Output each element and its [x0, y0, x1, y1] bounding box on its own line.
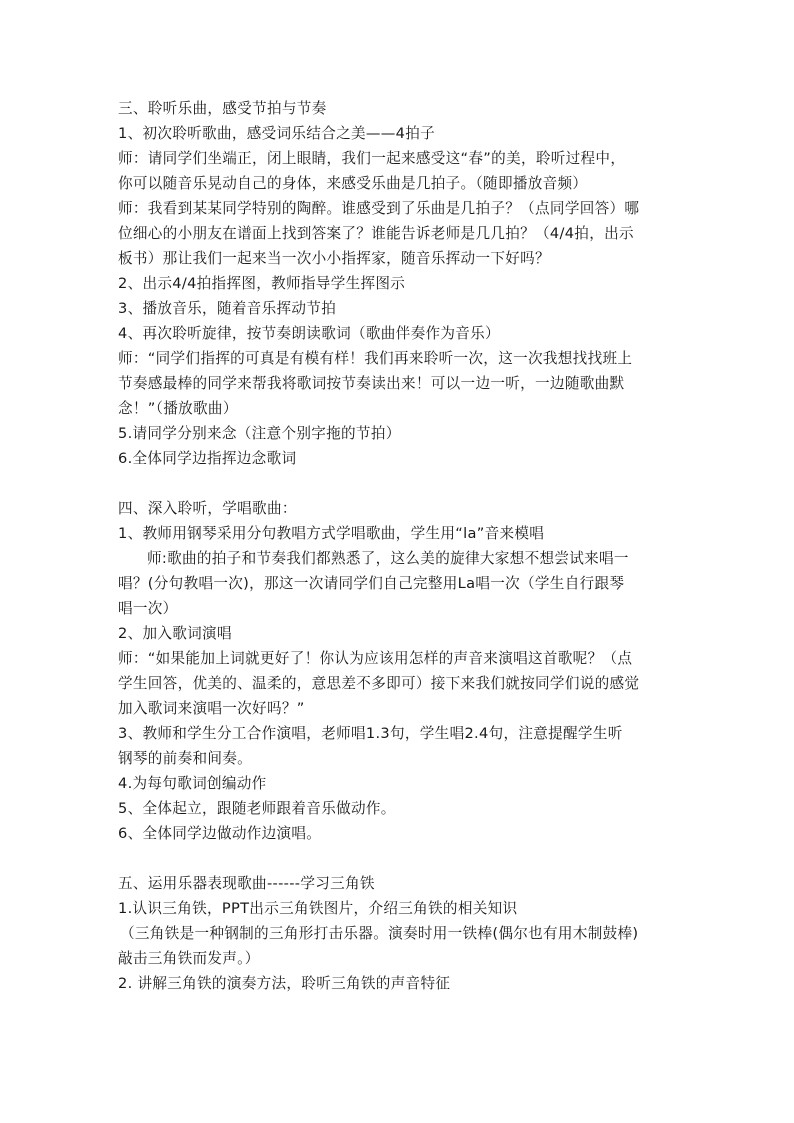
paragraph-line: 2、出示4/4拍指挥图，教师指导学生挥图示: [118, 275, 406, 292]
paragraph-line: 2. 讲解三角铁的演奏方法，聆听三角铁的声音特征: [118, 975, 451, 992]
paragraph-line: 2、加入歌词演唱: [118, 625, 232, 642]
paragraph-line: 1.认识三角铁，PPT出示三角铁图片，介绍三角铁的相关知识: [118, 900, 518, 917]
paragraph-line: 唱一次）: [118, 600, 178, 617]
section-5-heading: 五、运用乐器表现歌曲------学习三角铁: [118, 875, 375, 892]
paragraph-line: 学生回答，优美的、温柔的，意思差不多即可）接下来我们就按同学们说的感觉: [118, 675, 640, 692]
paragraph-line: 敲击三角铁而发声。）: [118, 950, 260, 967]
paragraph-line: 师：我看到某某同学特别的陶醉。谁感受到了乐曲是几拍子？（点同学回答）哪: [118, 200, 640, 217]
paragraph-line: 钢琴的前奏和间奏。: [118, 750, 253, 767]
paragraph-line: 师：请同学们坐端正，闭上眼睛，我们一起来感受这“春”的美，聆听过程中，: [118, 150, 626, 167]
paragraph-line: 师:歌曲的拍子和节奏我们都熟悉了，这么美的旋律大家想不想尝试来唱一: [147, 550, 629, 567]
paragraph-line: 5、全体起立，跟随老师跟着音乐做动作。: [118, 800, 396, 817]
paragraph-line: 念！”（播放歌曲）: [118, 400, 238, 417]
paragraph-line: 板书）那让我们一起来当一次小小指挥家，随音乐挥动一下好吗？: [118, 250, 550, 267]
document-body: [118, 96, 678, 996]
paragraph-line: （三角铁是一种钢制的三角形打击乐器。演奏时用一铁棒(偶尔也有用木制鼓棒): [120, 925, 639, 942]
paragraph-line: 3、播放音乐，随着音乐挥动节拍: [118, 300, 337, 317]
section-3-heading: 三、聆听乐曲，感受节拍与节奏: [118, 100, 327, 117]
blank-line: [118, 471, 678, 496]
section-4-heading: 四、深入聆听，学唱歌曲：: [118, 500, 297, 517]
paragraph-line: 师：“如果能加上词就更好了！你认为应该用怎样的声音来演唱这首歌呢？（点: [118, 650, 633, 667]
paragraph-line: 5.请同学分别来念（注意个别字拖的节拍）: [118, 425, 401, 442]
paragraph-line: 位细心的小朋友在谱面上找到答案了？谁能告诉老师是几几拍？（4/4拍，出示: [118, 225, 634, 242]
paragraph-line: 师：“同学们指挥的可真是有模有样！我们再来聆听一次，这一次我想找找班上: [118, 350, 633, 367]
blank-line: [118, 846, 678, 871]
paragraph-line: 唱？(分句教唱一次)，那这一次请同学们自己完整用La唱一次（学生自行跟琴: [118, 575, 625, 592]
paragraph-line: 3、教师和学生分工合作演唱，老师唱1.3句，学生唱2.4句，注意提醒学生听: [118, 725, 623, 742]
paragraph-line: 6、全体同学边做动作边演唱。: [118, 825, 322, 842]
paragraph-line: 6.全体同学边指挥边念歌词: [118, 450, 297, 467]
paragraph-line: 你可以随音乐晃动自己的身体，来感受乐曲是几拍子。（随即播放音频）: [118, 175, 588, 192]
paragraph-line: 加入歌词来演唱一次好吗？”: [118, 700, 305, 717]
paragraph-line: 4、再次聆听旋律，按节奏朗读歌词（歌曲伴奏作为音乐）: [118, 325, 500, 342]
paragraph-line: 1、初次聆听歌曲，感受词乐结合之美——4拍子: [118, 125, 436, 142]
paragraph-line: 1、教师用钢琴采用分句教唱方式学唱歌曲，学生用“la”音来模唱: [118, 525, 545, 542]
paragraph-line: 节奏感最棒的同学来帮我将歌词按节奏读出来！可以一边一听，一边随歌曲默: [118, 375, 625, 392]
paragraph-line: 4.为每句歌词创编动作: [118, 775, 267, 792]
